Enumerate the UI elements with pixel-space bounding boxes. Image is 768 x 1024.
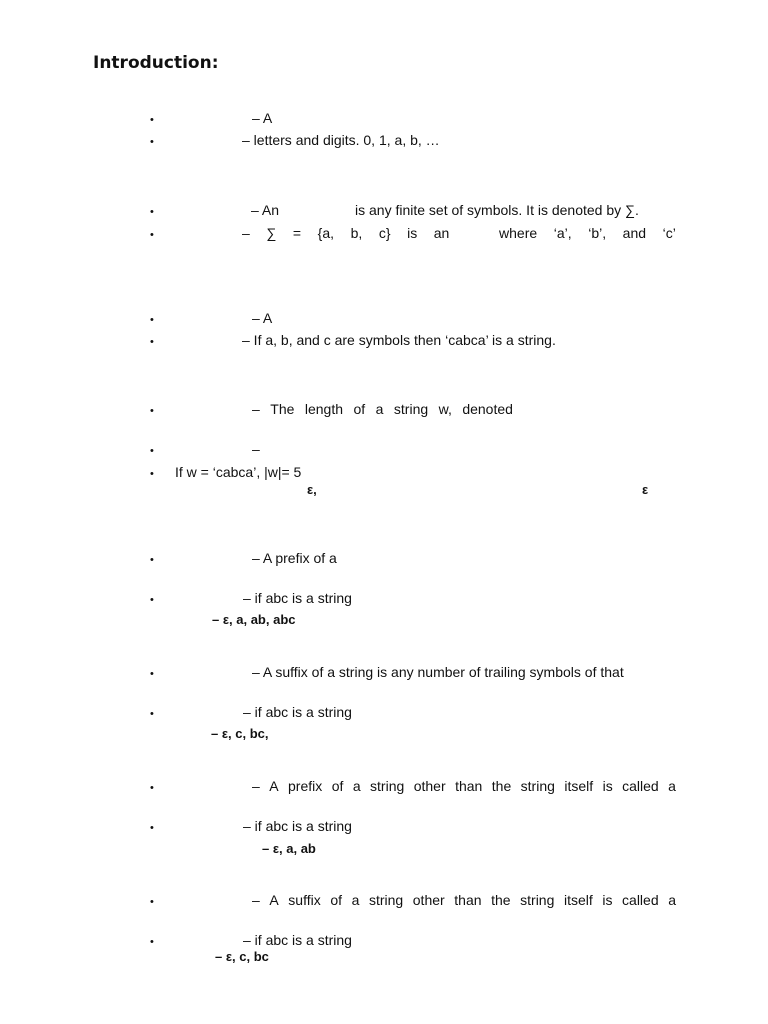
word: suffix bbox=[288, 892, 321, 908]
list-item-text: – if abc is a string bbox=[243, 932, 352, 948]
bullet-icon: • bbox=[150, 336, 154, 348]
word: ‘c’ bbox=[662, 225, 676, 241]
word: a bbox=[351, 892, 360, 908]
word: than bbox=[454, 892, 482, 908]
word: denoted bbox=[462, 401, 513, 417]
word: called bbox=[622, 778, 659, 794]
bullet-icon: • bbox=[150, 114, 154, 126]
word: A bbox=[269, 778, 279, 794]
word: ‘b’, bbox=[588, 225, 607, 241]
list-item-text: – A bbox=[252, 310, 273, 326]
proper-suffix-list: – ε, c, bc bbox=[215, 949, 269, 964]
word: an bbox=[433, 225, 450, 241]
bullet-icon: • bbox=[150, 314, 154, 326]
list-item-text: – A suffix of a string is any number of trailing symbols of that bbox=[252, 664, 624, 680]
bullet-icon: • bbox=[150, 896, 154, 908]
justified-line bbox=[252, 400, 513, 418]
word: the bbox=[491, 778, 512, 794]
word: string bbox=[393, 401, 429, 417]
list-item-text: – An bbox=[251, 202, 280, 218]
list-item-text: – letters and digits. 0, 1, a, b, … bbox=[242, 132, 440, 148]
section-heading: Introduction: bbox=[93, 53, 219, 73]
list-item-text: If w = ‘cabca’, |w|= 5 bbox=[175, 464, 302, 480]
word: of bbox=[330, 892, 342, 908]
word: length bbox=[304, 401, 344, 417]
word: the bbox=[491, 892, 511, 908]
word: a bbox=[668, 892, 676, 908]
list-item-text: – bbox=[252, 441, 260, 457]
justified-line bbox=[242, 224, 676, 242]
word: is bbox=[602, 892, 613, 908]
word: a bbox=[375, 401, 384, 417]
word: c} bbox=[378, 225, 391, 241]
bullet-icon: • bbox=[150, 229, 154, 241]
word: is bbox=[602, 778, 613, 794]
word: – bbox=[252, 778, 260, 794]
proper-prefix-list: – ε, a, ab bbox=[262, 841, 316, 856]
justified-line bbox=[252, 891, 676, 909]
word: other bbox=[412, 892, 445, 908]
word: – bbox=[252, 401, 260, 417]
list-item-text: – A bbox=[252, 110, 273, 126]
list-item-text: – if abc is a string bbox=[243, 704, 352, 720]
word: string bbox=[520, 892, 555, 908]
word: = bbox=[292, 225, 302, 241]
word: other bbox=[413, 778, 446, 794]
word: where bbox=[499, 225, 538, 241]
word: string bbox=[370, 778, 405, 794]
word: and bbox=[622, 225, 647, 241]
word: of bbox=[353, 401, 366, 417]
word: – bbox=[252, 892, 260, 908]
bullet-icon: • bbox=[150, 206, 154, 218]
word: a bbox=[668, 778, 676, 794]
word: string bbox=[520, 778, 555, 794]
bullet-icon: • bbox=[150, 936, 154, 948]
suffix-list: – ε, c, bc, bbox=[211, 726, 269, 741]
bullet-icon: • bbox=[150, 822, 154, 834]
prefix-list: – ε, a, ab, abc bbox=[212, 612, 296, 627]
word: ∑ bbox=[266, 225, 277, 241]
bullet-icon: • bbox=[150, 468, 154, 480]
bullet-icon: • bbox=[150, 782, 154, 794]
list-item-text: – If a, b, and c are symbols then ‘cabca’ is a string. bbox=[242, 332, 556, 348]
bullet-icon: • bbox=[150, 445, 154, 457]
word: called bbox=[622, 892, 659, 908]
word: A bbox=[269, 892, 279, 908]
justified-line bbox=[252, 777, 676, 795]
list-item-text: – if abc is a string bbox=[243, 590, 352, 606]
bullet-icon: • bbox=[150, 136, 154, 148]
list-item-text: – if abc is a string bbox=[243, 818, 352, 834]
bullet-icon: • bbox=[150, 405, 154, 417]
word: itself bbox=[563, 892, 593, 908]
word: The bbox=[270, 401, 295, 417]
bullet-icon: • bbox=[150, 708, 154, 720]
word: itself bbox=[564, 778, 594, 794]
word: than bbox=[455, 778, 483, 794]
word: string bbox=[368, 892, 404, 908]
epsilon-text: ε, bbox=[307, 482, 317, 497]
word: prefix bbox=[288, 778, 323, 794]
list-item-text: is any finite set of symbols. It is denoted by ∑. bbox=[355, 202, 639, 218]
word: w, bbox=[438, 401, 452, 417]
word: of bbox=[331, 778, 344, 794]
bullet-icon: • bbox=[150, 594, 154, 606]
word: {a, bbox=[317, 225, 335, 241]
list-item-text: – A prefix of a bbox=[252, 550, 337, 566]
word: b, bbox=[350, 225, 363, 241]
word: ‘a’, bbox=[553, 225, 572, 241]
epsilon-text: ε bbox=[642, 482, 649, 497]
word: a bbox=[352, 778, 361, 794]
bullet-icon: • bbox=[150, 668, 154, 680]
bullet-icon: • bbox=[150, 554, 154, 566]
word: – bbox=[242, 225, 250, 241]
word: is bbox=[407, 225, 418, 241]
